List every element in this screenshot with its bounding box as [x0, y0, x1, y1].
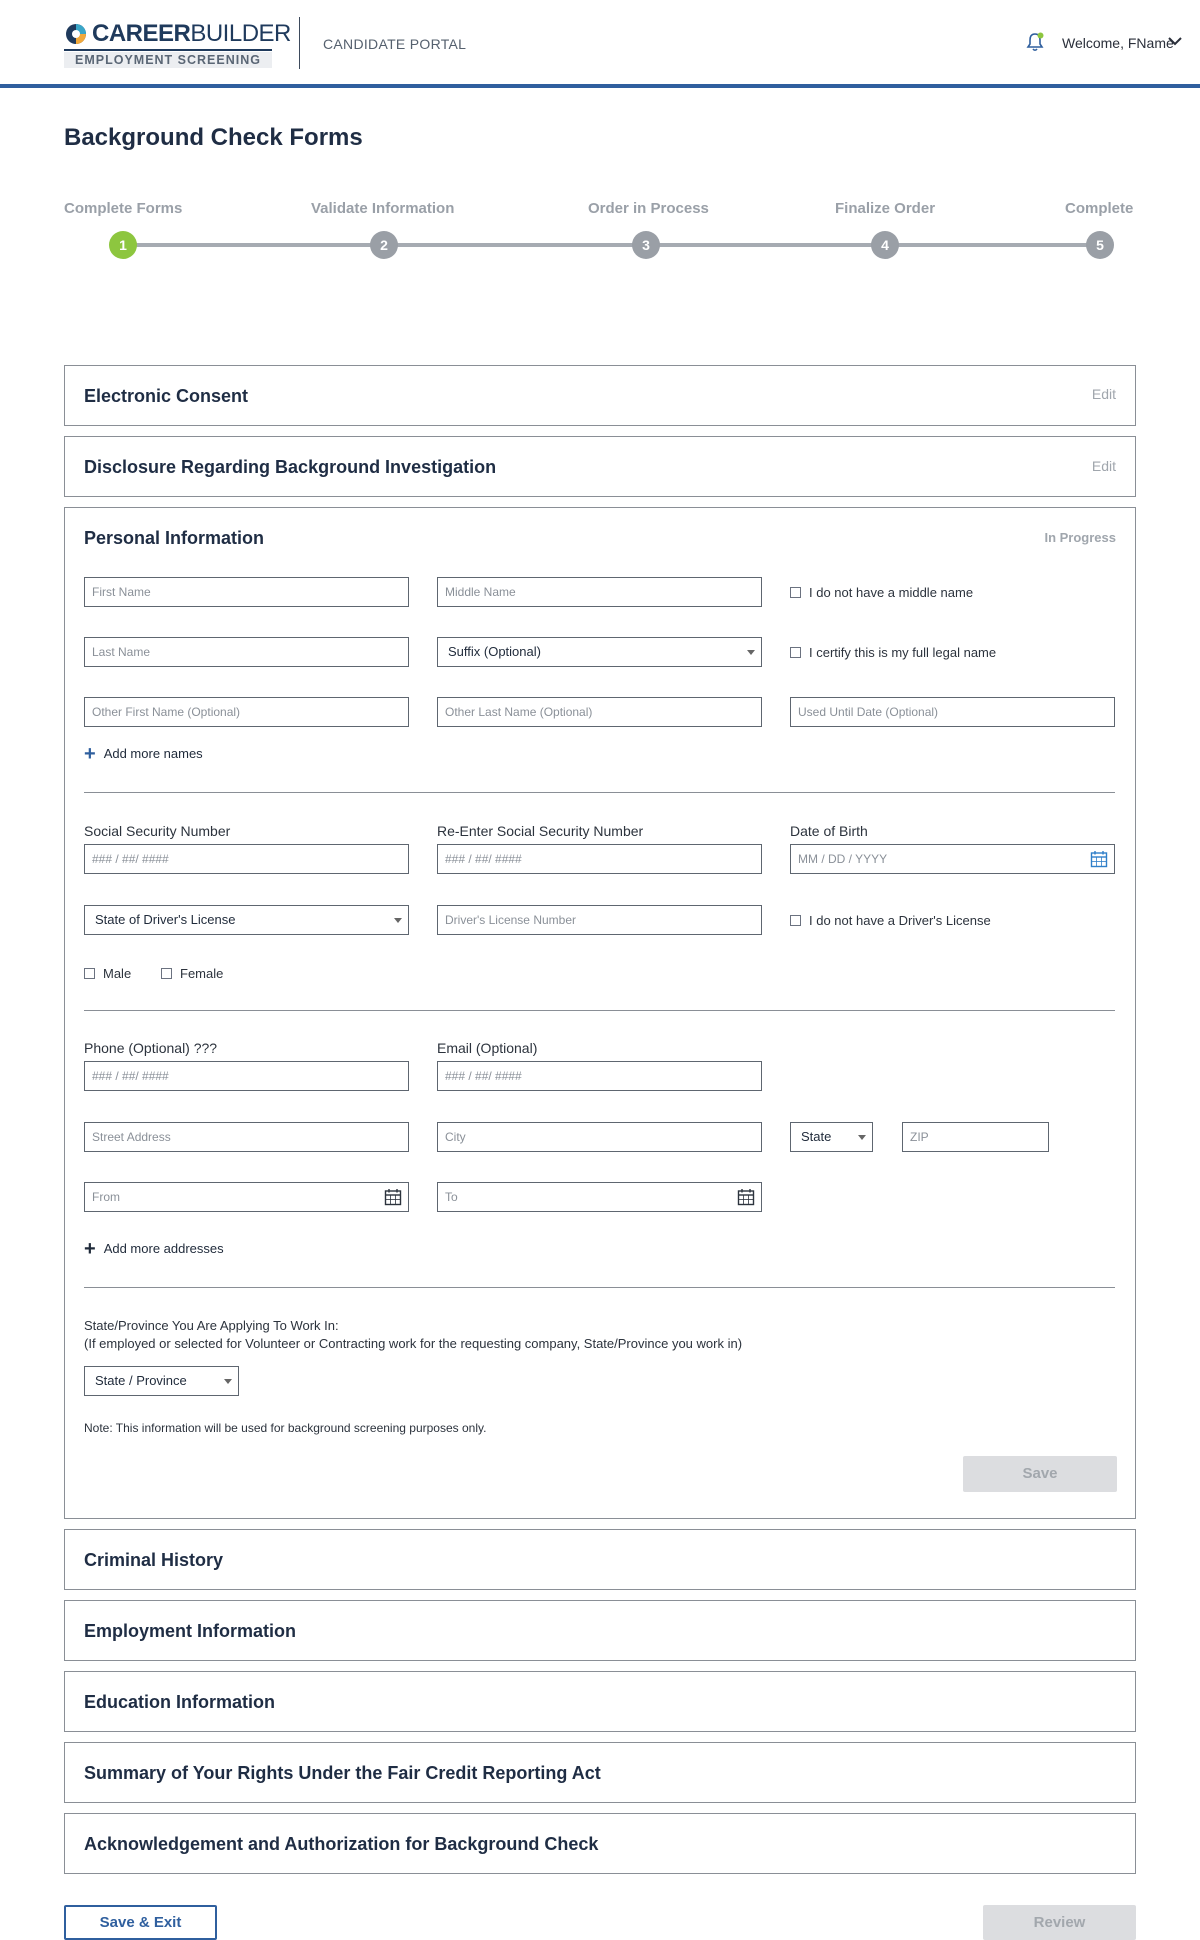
- section-title: Employment Information: [84, 1621, 297, 1641]
- to-placeholder: To: [445, 1190, 458, 1204]
- dob-input[interactable]: [790, 844, 1115, 874]
- ssn-input[interactable]: ### / ##/ ####: [84, 844, 409, 874]
- last-name-input[interactable]: Last Name: [84, 637, 409, 667]
- add-more-names-link[interactable]: [84, 742, 203, 765]
- step-label-complete: Complete: [1065, 200, 1134, 217]
- caret-down-icon: [394, 918, 402, 923]
- logo-text-bold: CAREER: [92, 20, 191, 47]
- divider: [84, 1010, 1115, 1011]
- step-label-finalize-order: Finalize Order: [835, 200, 936, 217]
- used-until-date-input[interactable]: Used Until Date (Optional): [790, 697, 1115, 727]
- work-state-heading: [84, 1317, 742, 1353]
- section-personal-information: [64, 507, 1136, 1519]
- certify-legal-name-checkbox[interactable]: [790, 645, 996, 660]
- dob-placeholder: MM / DD / YYYY: [798, 852, 888, 866]
- checkbox-box[interactable]: [790, 647, 801, 658]
- dl-state-select[interactable]: [84, 905, 409, 935]
- welcome-user-menu[interactable]: Welcome, FName: [1062, 35, 1174, 51]
- dl-number-input[interactable]: Driver's License Number: [437, 905, 762, 935]
- checkbox-label: Male: [103, 966, 132, 981]
- work-state-line1: State/Province You Are Applying To Work In:: [84, 1318, 339, 1333]
- ssn-label: Social Security Number: [84, 823, 231, 839]
- ssn-confirm-input[interactable]: ### / ##/ ####: [437, 844, 762, 874]
- other-last-name-input[interactable]: Other Last Name (Optional): [437, 697, 762, 727]
- section-fcra-rights[interactable]: [64, 1742, 1136, 1803]
- step-circle-4: 4: [871, 231, 899, 259]
- edit-link[interactable]: Edit: [1091, 386, 1116, 402]
- review-button[interactable]: Review: [983, 1905, 1136, 1940]
- email-input[interactable]: ### / ##/ ####: [437, 1061, 762, 1091]
- dob-label: Date of Birth: [790, 823, 868, 839]
- checkbox-label: Female: [180, 966, 224, 981]
- checkbox-label: I certify this is my full legal name: [809, 645, 997, 660]
- step-circle-2: 2: [370, 231, 398, 259]
- section-title: Criminal History: [84, 1550, 224, 1570]
- edit-link[interactable]: Edit: [1091, 458, 1116, 474]
- top-header: [0, 0, 1200, 88]
- save-button[interactable]: Save: [963, 1456, 1117, 1492]
- caret-down-icon: [747, 650, 755, 655]
- section-title: Disclosure Regarding Background Investigation: [84, 457, 497, 477]
- page-title: Background Check Forms: [64, 124, 363, 151]
- checkbox-label: I do not have a middle name: [809, 585, 974, 600]
- calendar-icon[interactable]: [1090, 850, 1108, 868]
- step-circle-3: 3: [632, 231, 660, 259]
- state-province-select[interactable]: [84, 1366, 239, 1396]
- status-badge: In Progress: [1044, 530, 1116, 545]
- suffix-value: Suffix (Optional): [448, 644, 541, 659]
- divider: [84, 792, 1115, 793]
- state-select[interactable]: [790, 1122, 873, 1152]
- caret-down-icon: [224, 1379, 232, 1384]
- logo-underline: [64, 49, 272, 51]
- section-acknowledgement[interactable]: [64, 1813, 1136, 1874]
- section-title: Summary of Your Rights Under the Fair Credit Reporting Act: [84, 1763, 601, 1783]
- portal-title: CANDIDATE PORTAL: [323, 36, 467, 52]
- street-address-input[interactable]: Street Address: [84, 1122, 409, 1152]
- logo-subtitle: EMPLOYMENT SCREENING: [64, 52, 272, 68]
- state-value: State: [801, 1129, 832, 1144]
- section-disclosure[interactable]: [64, 436, 1136, 497]
- notification-bell-icon[interactable]: [1026, 32, 1044, 52]
- no-middle-name-checkbox[interactable]: [790, 585, 973, 600]
- city-input[interactable]: City: [437, 1122, 762, 1152]
- checkbox-label: I do not have a Driver's License: [809, 913, 991, 928]
- section-employment-information[interactable]: [64, 1600, 1136, 1661]
- address-from-date-input[interactable]: [84, 1182, 409, 1212]
- careerbuilder-logo[interactable]: [64, 18, 291, 68]
- checkbox-box[interactable]: [161, 968, 172, 979]
- section-title: Education Information: [84, 1692, 275, 1712]
- header-divider: [299, 17, 300, 69]
- logo-mark-icon: [64, 22, 88, 46]
- step-circle-5: 5: [1086, 231, 1114, 259]
- section-education-information[interactable]: [64, 1671, 1136, 1732]
- first-name-input[interactable]: First Name: [84, 577, 409, 607]
- email-label: Email (Optional): [437, 1040, 538, 1056]
- other-first-name-input[interactable]: Other First Name (Optional): [84, 697, 409, 727]
- caret-down-icon: [858, 1135, 866, 1140]
- screening-note: Note: This information will be used for background screening purposes only.: [84, 1421, 487, 1435]
- section-title: Personal Information: [84, 528, 265, 548]
- checkbox-box[interactable]: [790, 915, 801, 926]
- calendar-icon[interactable]: [737, 1188, 755, 1206]
- step-label-complete-forms: Complete Forms: [64, 200, 183, 217]
- section-title: Acknowledgement and Authorization for Background Check: [84, 1834, 599, 1854]
- suffix-select[interactable]: [437, 637, 762, 667]
- add-more-addresses-label: Add more addresses: [103, 1241, 224, 1256]
- work-state-line2: (If employed or selected for Volunteer or Contracting work for the requesting company, State/Province you work in): [84, 1336, 743, 1351]
- step-circle-1: 1: [109, 231, 137, 259]
- chevron-down-icon[interactable]: [1168, 36, 1182, 46]
- logo-text-thin: BUILDER: [190, 20, 291, 47]
- calendar-icon[interactable]: [384, 1188, 402, 1206]
- state-province-value: State / Province: [95, 1373, 187, 1388]
- middle-name-input[interactable]: Middle Name: [437, 577, 762, 607]
- checkbox-box[interactable]: [790, 587, 801, 598]
- section-title: Electronic Consent: [84, 386, 249, 406]
- ssn-confirm-label: Re-Enter Social Security Number: [437, 823, 644, 839]
- stepper-track: [124, 243, 1092, 247]
- zip-input[interactable]: ZIP: [902, 1122, 1049, 1152]
- from-placeholder: From: [92, 1190, 120, 1204]
- progress-stepper: [64, 200, 1136, 264]
- save-exit-button[interactable]: Save & Exit: [64, 1905, 217, 1940]
- plus-icon: +: [84, 742, 96, 765]
- dl-state-value: State of Driver's License: [95, 912, 236, 927]
- male-checkbox[interactable]: [84, 966, 131, 981]
- add-more-addresses-link[interactable]: [84, 1237, 224, 1260]
- step-label-validate-information: Validate Information: [311, 200, 455, 217]
- plus-icon: +: [84, 1237, 96, 1260]
- section-electronic-consent[interactable]: [64, 365, 1136, 426]
- section-criminal-history[interactable]: [64, 1529, 1136, 1590]
- checkbox-box[interactable]: [84, 968, 95, 979]
- phone-input[interactable]: ### / ##/ ####: [84, 1061, 409, 1091]
- step-label-order-in-process: Order in Process: [588, 200, 709, 217]
- logo-wordmark: [64, 20, 291, 48]
- female-checkbox[interactable]: [161, 966, 223, 981]
- no-drivers-license-checkbox[interactable]: [790, 913, 991, 928]
- divider: [84, 1287, 1115, 1288]
- address-to-date-input[interactable]: [437, 1182, 762, 1212]
- add-more-names-label: Add more names: [103, 746, 203, 761]
- phone-label: Phone (Optional) ???: [84, 1040, 218, 1056]
